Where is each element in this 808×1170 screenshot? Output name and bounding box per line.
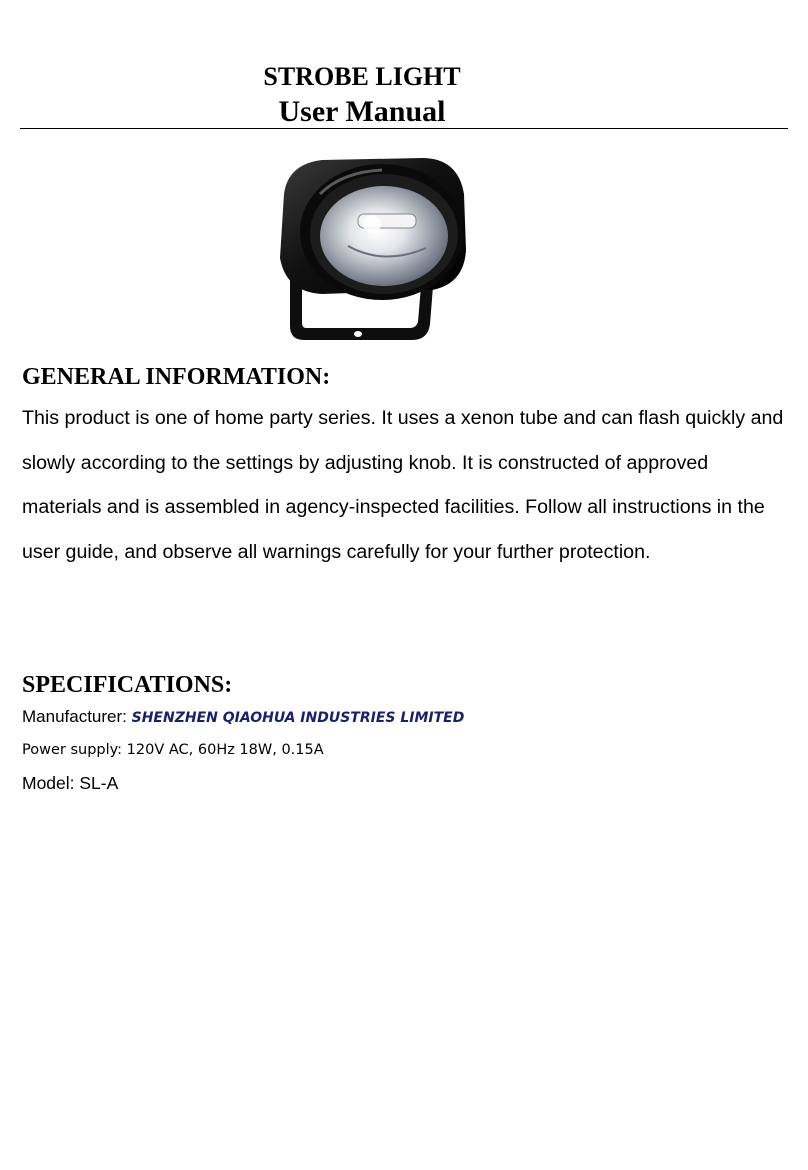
spec-power-supply: Power supply: 120V AC, 60Hz 18W, 0.15A [22,742,324,758]
specifications-heading: SPECIFICATIONS: [22,672,233,698]
spec-model: Model: SL-A [22,773,119,793]
general-information-heading: GENERAL INFORMATION: [22,364,331,390]
user-manual-title: User Manual [278,95,446,128]
general-information-paragraph: This product is one of home party series. It uses a xenon tube and can flash quickly and slowly according to the settings by adjusting knob. It is constructed of approved materials and is assembled in agency-inspected facilities. Follow all instructions in the user guide, and observe all warnings carefully for your further protection. [22,407,784,563]
manufacturer-value: SHENZHEN QIAOHUA INDUSTRIES LIMITED [131,710,465,726]
product-name-title: STROBE LIGHT [263,62,461,91]
spec-manufacturer [22,705,464,730]
document-title [0,60,724,130]
manufacturer-label: Manufacturer: [22,707,127,726]
strobe-light-icon [262,154,472,348]
header-divider [20,128,788,129]
